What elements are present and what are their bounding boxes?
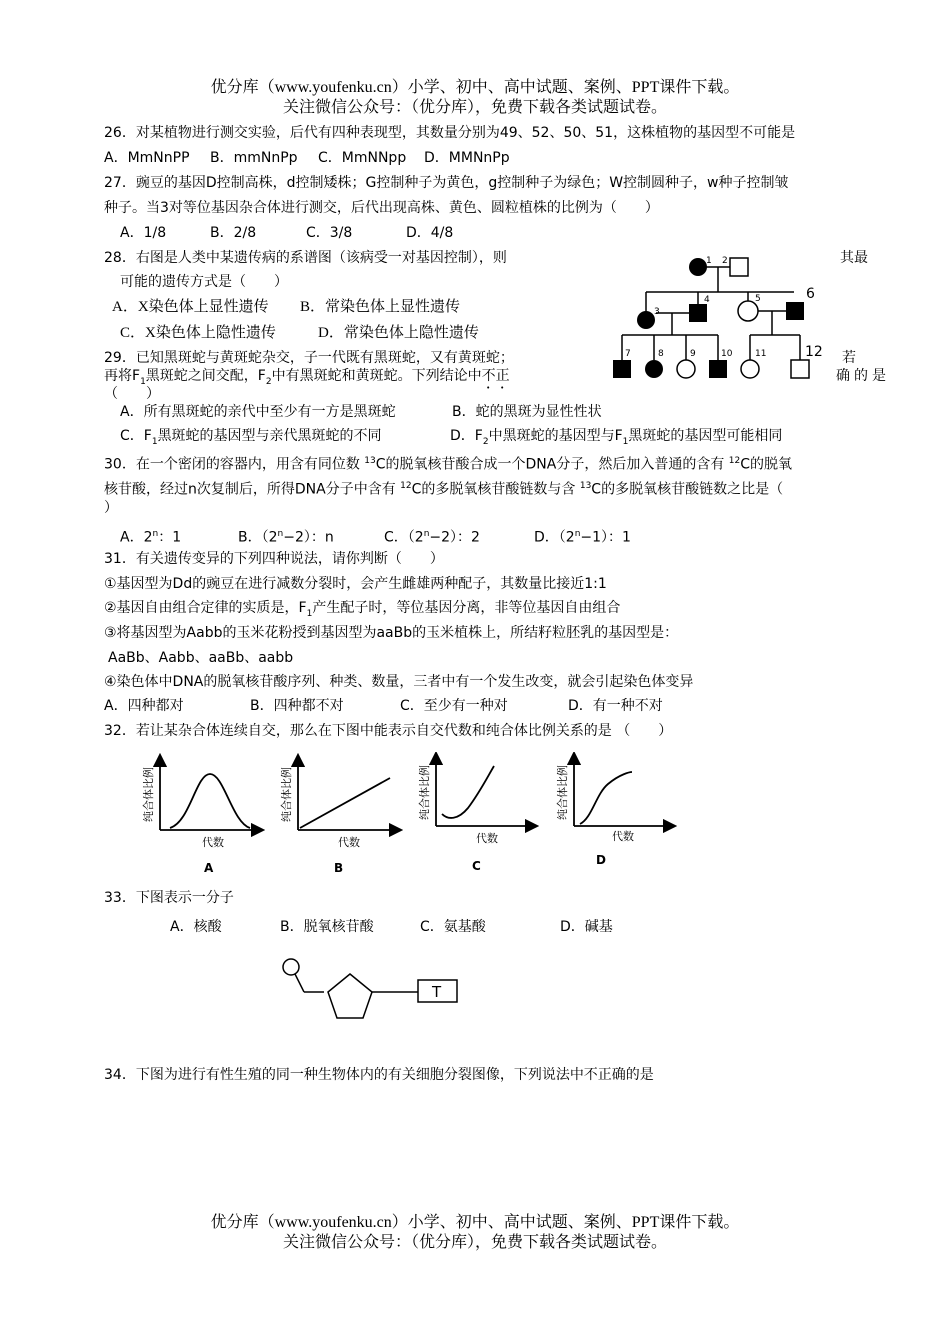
q31-option-c: C．至少有一种对 bbox=[400, 698, 508, 714]
q33-option-c: C．氨基酸 bbox=[420, 919, 486, 935]
q29-stem-line2-end: 确的是 bbox=[836, 368, 890, 384]
q32-stem: 32．若让某杂合体连续自交，那么在下图中能表示自交代数和纯合体比例关系的是 （ ） bbox=[104, 723, 673, 739]
q26-stem: 26．对某植物进行测交实验，后代有四种表现型，其数量分别为49、52、50、51，这株植物的基因型不可能是 bbox=[104, 125, 796, 141]
q32-graph-d bbox=[552, 752, 682, 878]
q32-graph-c-ylabel: 纯合体比例 bbox=[418, 765, 431, 820]
q32-graph-a-xlabel: 代数 bbox=[202, 836, 224, 849]
q27-stem-line1: 27．豌豆的基因D控制高株，d控制矮株；G控制种子为黄色，g控制种子为绿色；W控制圆种子，w种子控制皱 bbox=[104, 175, 789, 191]
pedigree-individual-5 bbox=[738, 301, 758, 321]
q33-option-b: B．脱氧核苷酸 bbox=[280, 919, 374, 935]
header-line-2: 关注微信公众号：（优分库），免费下载各类试题试卷。 bbox=[282, 99, 667, 116]
q28-option-d: D．常染色体上隐性遗传 bbox=[318, 325, 479, 341]
q28-stem-line1: 28．右图是人类中某遗传病的系谱图（该病受一对基因控制），则 bbox=[104, 250, 507, 266]
q32-graph-a-letter: A bbox=[204, 861, 214, 875]
q27-stem-line2: 种子。当3对等位基因杂合体进行测交，后代出现高株、黄色、圆粒植株的比例为（ ） bbox=[104, 200, 659, 216]
q28-option-b: B．常染色体上显性遗传 bbox=[300, 299, 461, 315]
q31-statement-4: ④染色体中DNA的脱氧核苷酸序列、种类、数量，三者中有一个发生改变，就会引起染色体变异 bbox=[104, 674, 694, 690]
pedigree-individual-3 bbox=[637, 311, 655, 329]
q30-option-a: A．2$^n$：1 bbox=[120, 529, 182, 546]
q29-option-b: B．蛇的黑斑为显性性状 bbox=[452, 404, 602, 420]
pedigree-label-11: 11 bbox=[755, 349, 767, 359]
pedigree-label-2: 2 bbox=[722, 256, 728, 266]
q32-graph-c bbox=[414, 752, 544, 878]
pedigree-individual-11 bbox=[741, 360, 759, 378]
q32-graph-d-letter: D bbox=[596, 853, 606, 867]
q33-option-d: D．碱基 bbox=[560, 919, 613, 935]
q32-graph-b bbox=[276, 752, 406, 878]
q33-stem: 33．下图表示一分子 bbox=[104, 890, 234, 906]
pedigree-diagram bbox=[600, 250, 840, 390]
q32-graph-b-xlabel: 代数 bbox=[338, 836, 360, 849]
q31-option-b: B．四种都不对 bbox=[250, 698, 344, 714]
phosphate-group bbox=[283, 959, 299, 975]
q32-graph-b-ylabel: 纯合体比例 bbox=[280, 767, 293, 822]
pedigree-individual-2 bbox=[730, 258, 748, 276]
pedigree-label-9: 9 bbox=[690, 349, 696, 359]
q31-statement-3-genotypes: AaBb、Aabb、aaBb、aabb bbox=[108, 650, 294, 666]
q34-stem: 34．下图为进行有性生殖的同一种生物体内的有关细胞分裂图像，下列说法中不正确的是 bbox=[104, 1067, 654, 1083]
q27-option-d: D．4/8 bbox=[406, 225, 454, 241]
q33-option-a: A．核酸 bbox=[170, 919, 222, 935]
header-line-1: 优分库（www.youfenku.cn）小学、初中、高中试题、案例、PPT课件下载。 bbox=[210, 79, 740, 96]
q31-option-d: D．有一种不对 bbox=[568, 698, 663, 714]
pedigree-label-5: 5 bbox=[755, 294, 761, 304]
q29-stem-line3: （ ） bbox=[104, 386, 160, 402]
q31-option-a: A．四种都对 bbox=[104, 698, 184, 714]
q32-graph-d-ylabel: 纯合体比例 bbox=[556, 765, 569, 820]
footer-line-1: 优分库（www.youfenku.cn）小学、初中、高中试题、案例、PPT课件下载。 bbox=[210, 1214, 740, 1231]
nucleotide-diagram bbox=[278, 952, 468, 1026]
q29-option-d: D．$F_2$中黑斑蛇的基因型与$F_1$黑斑蛇的基因型可能相同 bbox=[450, 428, 783, 447]
q30-option-c: C．$(2^n-2)$：2 bbox=[384, 529, 480, 546]
q29-stem-line1-end: 若 bbox=[842, 350, 856, 366]
pedigree-label-10: 10 bbox=[721, 349, 733, 359]
q29-option-c: C．$F_1$黑斑蛇的基因型与亲代黑斑蛇的不同 bbox=[120, 428, 382, 447]
q28-stem-line2: 可能的遗传方式是（ ） bbox=[120, 274, 288, 290]
q30-option-d: D．$(2^n-1)$：1 bbox=[534, 529, 631, 546]
q32-graph-b-letter: B bbox=[334, 861, 344, 875]
q28-option-c: C．X染色体上隐性遗传 bbox=[120, 325, 276, 341]
pedigree-individual-4 bbox=[689, 304, 707, 322]
q31-statement-2: ②基因自由组合定律的实质是，$F_1$产生配子时，等位基因分离，非等位基因自由组合 bbox=[104, 600, 621, 619]
q28-option-a: A．X染色体上显性遗传 bbox=[112, 299, 269, 315]
pedigree-individual-10 bbox=[709, 360, 727, 378]
pedigree-label-12: 12 bbox=[805, 344, 823, 360]
q32-graph-c-xlabel: 代数 bbox=[476, 832, 498, 845]
q30-stem-line2: 核苷酸，经过n次复制后，所得DNA分子中含有 $^{12}$C的多脱氧核苷酸链数与含 $^{13}$C的多脱氧核苷酸链数之比是（ bbox=[104, 481, 784, 498]
footer-line-2: 关注微信公众号：（优分库），免费下载各类试题试卷。 bbox=[282, 1234, 667, 1251]
q27-option-a: A．1/8 bbox=[120, 225, 167, 241]
q32-graph-c-letter: C bbox=[472, 859, 481, 873]
pedigree-individual-7 bbox=[613, 360, 631, 378]
pedigree-individual-1 bbox=[689, 258, 707, 276]
pedigree-label-4: 4 bbox=[704, 295, 710, 305]
pedigree-label-6: 6 bbox=[806, 286, 815, 302]
deoxyribose-pentagon bbox=[328, 974, 372, 1018]
q31-statement-1: ①基因型为Dd的豌豆在进行减数分裂时，会产生雌雄两种配子，其数量比接近1:1 bbox=[104, 576, 607, 592]
q32-graph-a bbox=[138, 752, 268, 878]
q26-option-d: D．MMNnPp bbox=[424, 150, 510, 166]
q32-graph-a-ylabel: 纯合体比例 bbox=[142, 767, 155, 822]
q27-option-b: B．2/8 bbox=[210, 225, 257, 241]
pedigree-individual-6 bbox=[786, 302, 804, 320]
pedigree-label-3: 3 bbox=[654, 307, 660, 317]
q30-stem-line1: 30．在一个密闭的容器内，用含有同位数 $^{13}$C的脱氧核苷酸合成一个DNA分子，然后加入普通的含有 $^{12}$C的脱氧 bbox=[104, 456, 793, 473]
pedigree-label-8: 8 bbox=[658, 349, 664, 359]
q26-option-a: A．MmNnPP bbox=[104, 150, 190, 166]
pedigree-individual-8 bbox=[645, 360, 663, 378]
q28-stem-line1-end: 其最 bbox=[840, 250, 868, 266]
pedigree-label-1: 1 bbox=[706, 256, 712, 266]
q26-option-b: B．mmNnPp bbox=[210, 150, 298, 166]
q32-graph-d-xlabel: 代数 bbox=[612, 830, 634, 843]
q29-option-a: A．所有黑斑蛇的亲代中至少有一方是黑斑蛇 bbox=[120, 404, 396, 420]
q31-statement-3: ③将基因型为Aabb的玉米花粉授到基因型为aaBb的玉米植株上，所结籽粒胚乳的基因型是： bbox=[104, 625, 679, 641]
pedigree-label-7: 7 bbox=[625, 349, 631, 359]
q27-option-c: C．3/8 bbox=[306, 225, 353, 241]
q30-option-b: B．$(2^n-2)$：n bbox=[238, 529, 334, 546]
pedigree-individual-9 bbox=[677, 360, 695, 378]
q26-option-c: C．MmNNpp bbox=[318, 150, 407, 166]
base-label: T bbox=[432, 983, 442, 1001]
q30-stem-line3: ） bbox=[104, 500, 118, 516]
q31-stem: 31．有关遗传变异的下列四种说法，请你判断（ ） bbox=[104, 551, 444, 567]
q29-stem-line1: 29．已知黑斑蛇与黄斑蛇杂交，子一代既有黑斑蛇，又有黄斑蛇； bbox=[104, 350, 514, 366]
q29-stem-line2: 再将$F_1$黑斑蛇之间交配，$F_2$中有黑斑蛇和黄斑蛇。下列结论中不正 bbox=[104, 368, 510, 387]
pedigree-individual-12 bbox=[791, 360, 809, 378]
